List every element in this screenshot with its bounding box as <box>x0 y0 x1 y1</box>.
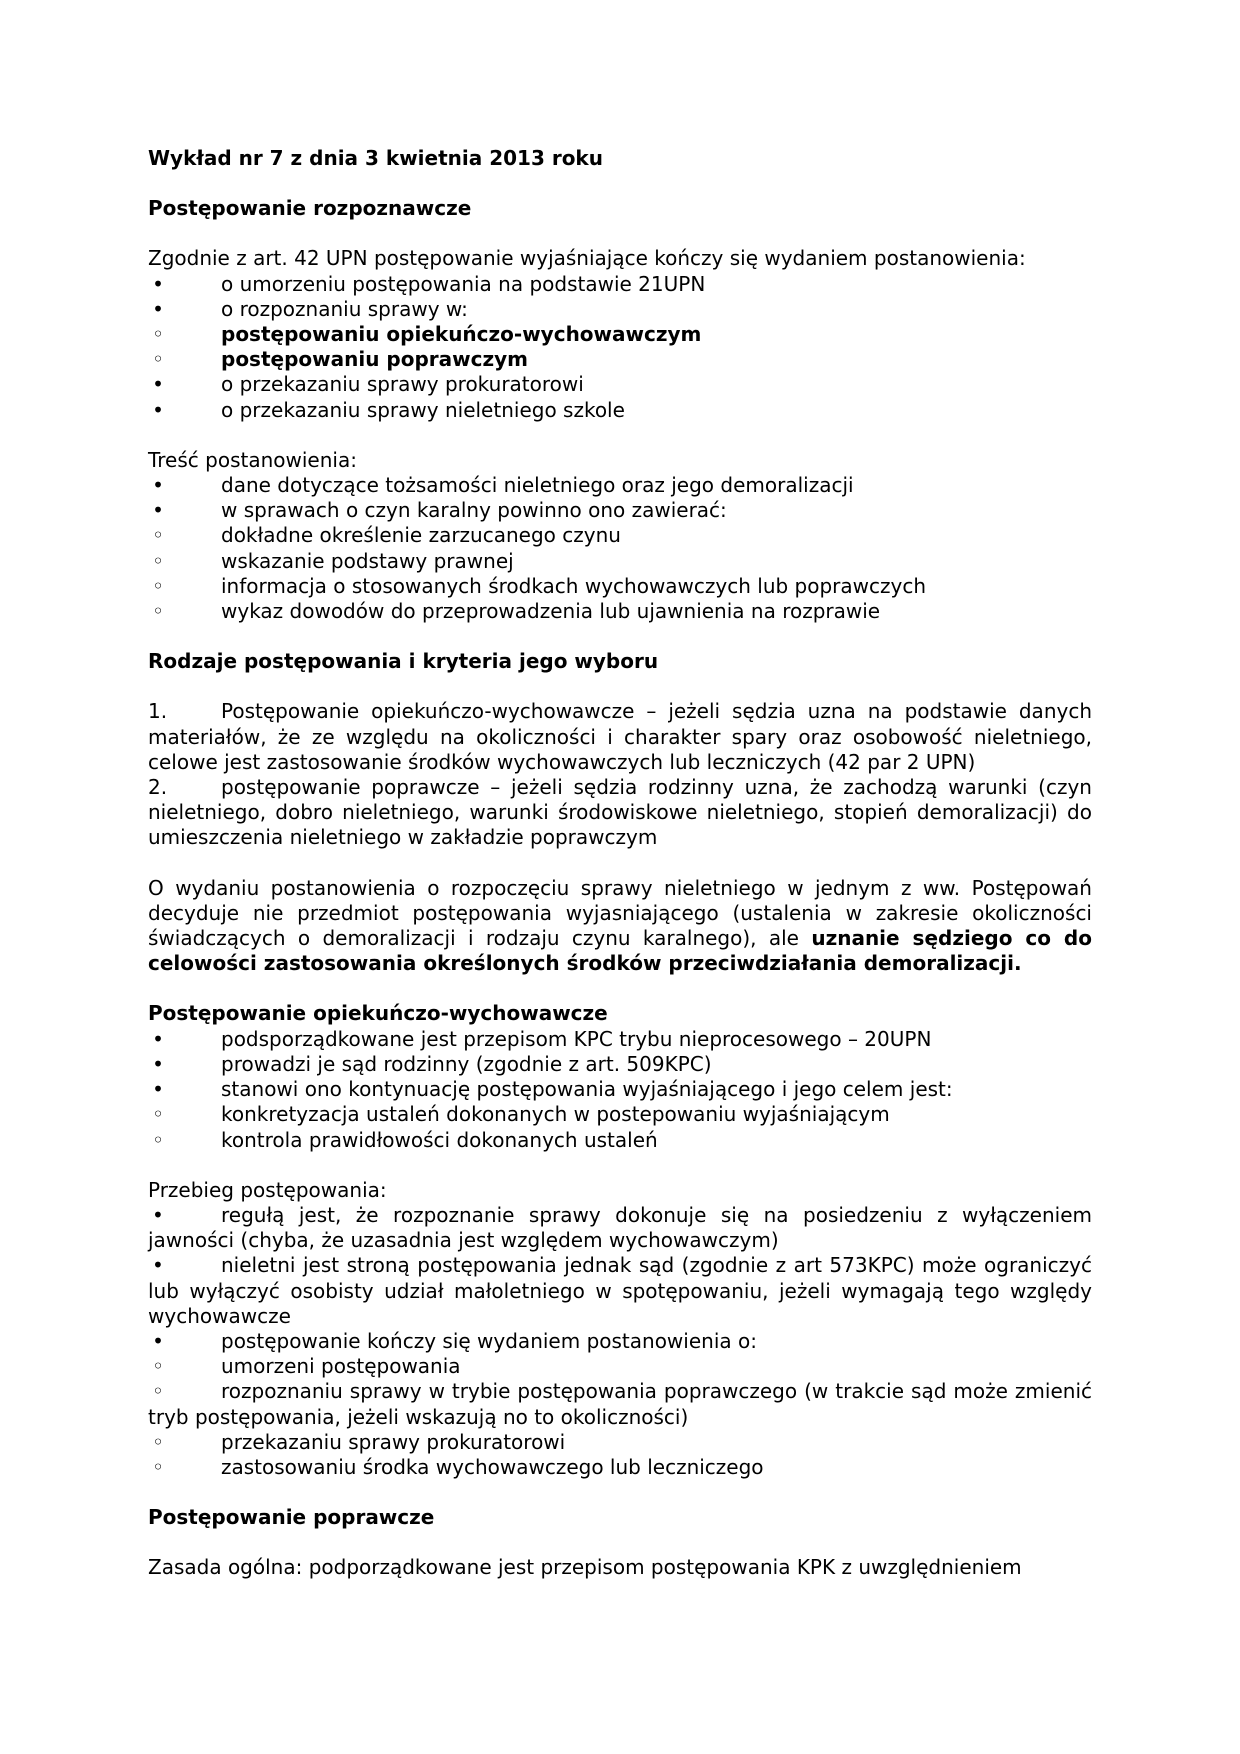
list-item: • dane dotyczące tożsamości nieletniego oraz jego demoralizacji <box>152 473 854 498</box>
list-item: • podsporządkowane jest przepisom KPC trybu nieprocesowego – 20UPN <box>152 1026 932 1051</box>
paragraph: Zgodnie z art. 42 UPN postępowanie wyjaśniające kończy się wydaniem postanowienia: <box>148 246 1026 271</box>
section-heading: Postępowanie poprawcze <box>148 1505 435 1530</box>
list-item: ◦ zastosowaniu środka wychowawczego lub leczniczego <box>152 1454 764 1479</box>
section-heading: Rodzaje postępowania i kryteria jego wyboru <box>148 649 659 674</box>
document-title: Wykład nr 7 z dnia 3 kwietnia 2013 roku <box>148 146 603 170</box>
list-item: • o przekazaniu sprawy nieletniego szkole <box>152 397 625 422</box>
bullet-list <box>148 1203 1092 1480</box>
bullet-list <box>148 1027 1092 1153</box>
list-item: ◦ wykaz dowodów do przeprowadzenia lub ujawnienia na rozprawie <box>152 599 881 624</box>
list-item: ◦ rozpoznaniu sprawy w trybie postępowania poprawczego (w trakcie sąd może zmienić tryb postępowania, jeżeli wskazują no to okoliczności) <box>148 1379 1092 1429</box>
document-page <box>148 146 1092 1581</box>
list-item: ◦ informacja o stosowanych środkach wychowawczych lub poprawczych <box>152 573 927 598</box>
section-heading: Postępowanie opiekuńczo-wychowawcze <box>148 1001 608 1026</box>
list-item: ◦ umorzeni postępowania <box>152 1354 461 1379</box>
bullet-list <box>148 272 1092 423</box>
list-item: • regułą jest, że rozpoznanie sprawy dokonuje się na posiedzeniu z wyłączeniem jawności (chyba, że uzasadnia jest względem wychowawczym) <box>148 1202 1092 1253</box>
paragraph: O wydaniu postanowienia o rozpoczęciu sprawy nieletniego w jednym z ww. Postępowań decyduje nie przedmiot postępowania wyjasniającego (ustalenia w zakresie okoliczności świadczących o demoralizacji i rodzaju czynu karalnego), ale uznanie sędziego co do celowości zastosowania określonych środków przeciwdziałania demoralizacji. <box>148 875 1092 976</box>
list-item: ◦ konkretyzacja ustaleń dokonanych w postepowaniu wyjaśniającym <box>152 1102 890 1127</box>
paragraph: Przebieg postępowania: <box>148 1177 387 1202</box>
list-item: ◦ wskazanie podstawy prawnej <box>152 548 514 573</box>
list-item: • prowadzi je sąd rodzinny (zgodnie z art. 509KPC) <box>152 1051 712 1076</box>
list-item: ◦ dokładne określenie zarzucanego czynu <box>152 523 621 548</box>
paragraph: Zasada ogólna: podporządkowane jest przepisom postępowania KPK z uwzględnieniem <box>148 1555 1022 1580</box>
list-item: ◦ postępowaniu opiekuńczo-wychowawczym <box>152 322 702 347</box>
bullet-list <box>148 473 1092 624</box>
list-item: • o przekazaniu sprawy prokuratorowi <box>152 372 584 397</box>
list-item: • postępowanie kończy się wydaniem postanowienia o: <box>152 1328 757 1353</box>
list-item: ◦ postępowaniu poprawczym <box>152 347 528 372</box>
list-item: • o rozpoznaniu sprawy w: <box>152 296 468 321</box>
list-item: • w sprawach o czyn karalny powinno ono zawierać: <box>152 498 727 523</box>
section-heading: Postępowanie rozpoznawcze <box>148 196 472 221</box>
paragraph: Treść postanowienia: <box>148 447 357 472</box>
numbered-paragraph: 1. Postępowanie opiekuńczo-wychowawcze – jeżeli sędzia uzna na podstawie danych materiałów, że ze względu na okoliczności i charakter spary oraz osobowość nieletniego, celowe jest zastosowanie środków wychowawczych lub leczniczych (42 par 2 UPN) <box>148 699 1092 774</box>
list-item: • o umorzeniu postępowania na podstawie 21UPN <box>152 271 706 296</box>
list-item: • stanowi ono kontynuację postępowania wyjaśniającego i jego celem jest: <box>152 1077 953 1102</box>
list-item: ◦ przekazaniu sprawy prokuratorowi <box>152 1429 566 1454</box>
numbered-paragraph: 2. postępowanie poprawcze – jeżeli sędzia rodzinny uzna, że zachodzą warunki (czyn nieletniego, dobro nieletniego, warunki środowiskowe nieletniego, stopień demoralizacji) do umieszczenia nieletniego w zakładzie poprawczym <box>148 775 1092 850</box>
list-item: • nieletni jest stroną postępowania jednak sąd (zgodnie z art 573KPC) może ograniczyć lub wyłączyć osobisty udział małoletniego w spotępowaniu, jeżeli wymagają tego względy wychowawcze <box>148 1253 1092 1328</box>
list-item: ◦ kontrola prawidłowości dokonanych ustaleń <box>152 1127 658 1152</box>
